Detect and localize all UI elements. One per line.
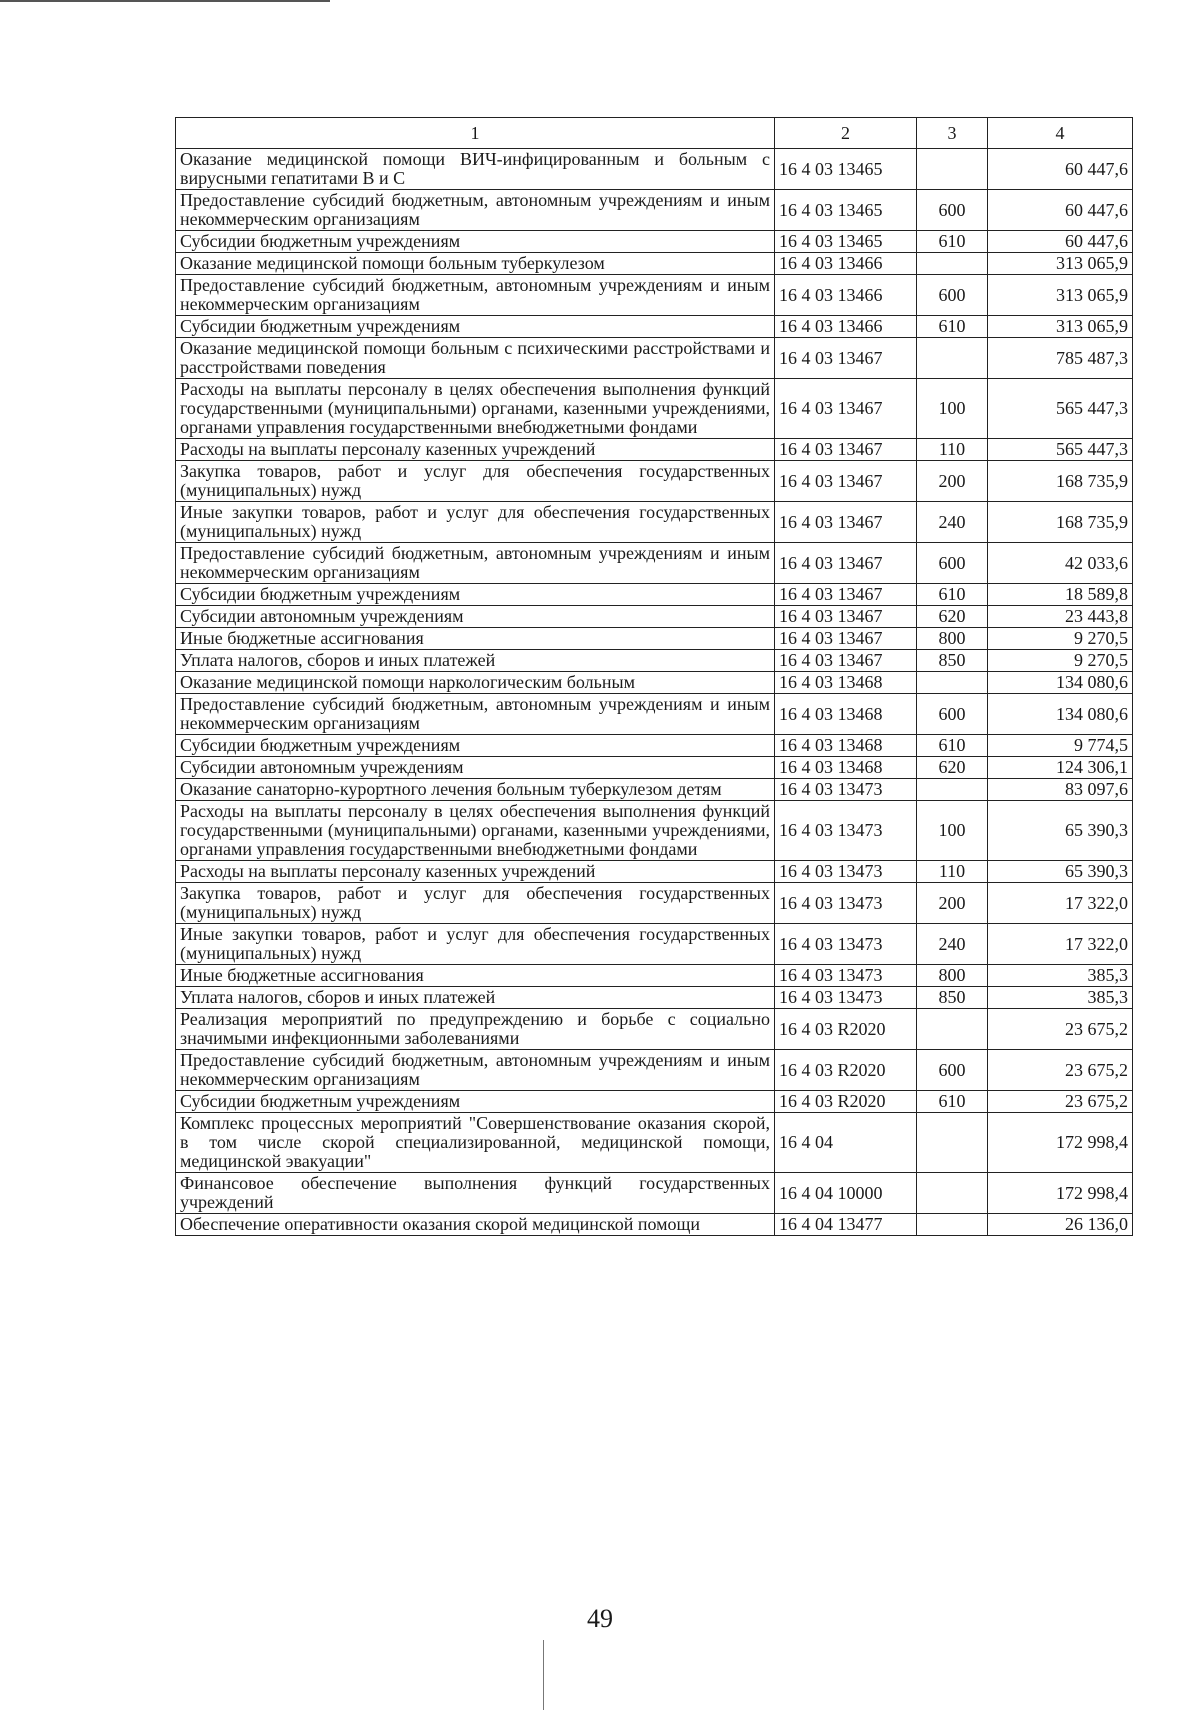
row-expense-type xyxy=(917,779,988,801)
row-name: Расходы на выплаты персоналу казенных учреждений xyxy=(176,439,775,461)
row-code: 16 4 03 13468 xyxy=(775,672,917,694)
row-code: 16 4 04 xyxy=(775,1113,917,1173)
row-sum: 9 270,5 xyxy=(988,628,1133,650)
table-row xyxy=(176,672,1133,694)
row-expense-type: 240 xyxy=(917,924,988,965)
table-row xyxy=(176,650,1133,672)
row-code: 16 4 03 13466 xyxy=(775,253,917,275)
header-col-4: 4 xyxy=(988,118,1133,149)
row-sum: 60 447,6 xyxy=(988,190,1133,231)
row-code: 16 4 03 R2020 xyxy=(775,1009,917,1050)
row-sum: 313 065,9 xyxy=(988,253,1133,275)
row-code: 16 4 03 R2020 xyxy=(775,1091,917,1113)
row-code: 16 4 03 13467 xyxy=(775,502,917,543)
row-name: Расходы на выплаты персоналу в целях обеспечения выполнения функций государственными (муниципальными) органами, казенными учреждениями, органами управления государственными внебюджетными фондами xyxy=(176,379,775,439)
row-code: 16 4 03 13468 xyxy=(775,757,917,779)
row-name: Обеспечение оперативности оказания скорой медицинской помощи xyxy=(176,1214,775,1236)
table-row xyxy=(176,149,1133,190)
row-expense-type: 620 xyxy=(917,757,988,779)
row-expense-type: 800 xyxy=(917,628,988,650)
row-name: Комплекс процессных мероприятий "Совершенствование оказания скорой, в том числе скорой специализированной, медицинской помощи, медицинской эвакуации" xyxy=(176,1113,775,1173)
row-name: Предоставление субсидий бюджетным, автономным учреждениям и иным некоммерческим организациям xyxy=(176,1050,775,1091)
row-expense-type: 610 xyxy=(917,231,988,253)
row-expense-type xyxy=(917,149,988,190)
row-expense-type xyxy=(917,338,988,379)
row-code: 16 4 03 R2020 xyxy=(775,1050,917,1091)
header-row xyxy=(176,118,1133,149)
row-code: 16 4 03 13466 xyxy=(775,316,917,338)
row-expense-type: 110 xyxy=(917,439,988,461)
row-expense-type: 600 xyxy=(917,275,988,316)
row-expense-type xyxy=(917,1113,988,1173)
row-name: Предоставление субсидий бюджетным, автономным учреждениям и иным некоммерческим организациям xyxy=(176,694,775,735)
row-code: 16 4 03 13467 xyxy=(775,606,917,628)
row-expense-type xyxy=(917,672,988,694)
table-row xyxy=(176,543,1133,584)
row-code: 16 4 03 13468 xyxy=(775,694,917,735)
table-row xyxy=(176,502,1133,543)
row-name: Субсидии бюджетным учреждениям xyxy=(176,1091,775,1113)
row-sum: 565 447,3 xyxy=(988,439,1133,461)
row-name: Субсидии автономным учреждениям xyxy=(176,757,775,779)
row-code: 16 4 03 13467 xyxy=(775,338,917,379)
row-sum: 385,3 xyxy=(988,987,1133,1009)
row-expense-type: 600 xyxy=(917,1050,988,1091)
table-row xyxy=(176,735,1133,757)
row-expense-type: 240 xyxy=(917,502,988,543)
row-name: Субсидии бюджетным учреждениям xyxy=(176,735,775,757)
table-row xyxy=(176,379,1133,439)
row-sum: 23 675,2 xyxy=(988,1091,1133,1113)
row-expense-type: 200 xyxy=(917,883,988,924)
row-sum: 168 735,9 xyxy=(988,502,1133,543)
row-code: 16 4 03 13465 xyxy=(775,231,917,253)
row-code: 16 4 03 13467 xyxy=(775,628,917,650)
table-row xyxy=(176,275,1133,316)
row-code: 16 4 04 13477 xyxy=(775,1214,917,1236)
table-row xyxy=(176,924,1133,965)
row-sum: 26 136,0 xyxy=(988,1214,1133,1236)
row-code: 16 4 03 13467 xyxy=(775,379,917,439)
row-code: 16 4 03 13473 xyxy=(775,801,917,861)
budget-table xyxy=(175,117,1133,1236)
row-name: Оказание медицинской помощи больным с психическими расстройствами и расстройствами поведения xyxy=(176,338,775,379)
row-expense-type: 610 xyxy=(917,316,988,338)
row-sum: 83 097,6 xyxy=(988,779,1133,801)
table-row xyxy=(176,757,1133,779)
row-expense-type: 100 xyxy=(917,801,988,861)
header-col-2: 2 xyxy=(775,118,917,149)
table-row xyxy=(176,883,1133,924)
row-expense-type: 610 xyxy=(917,584,988,606)
row-code: 16 4 03 13466 xyxy=(775,275,917,316)
header-col-1: 1 xyxy=(176,118,775,149)
row-name: Субсидии бюджетным учреждениям xyxy=(176,231,775,253)
row-expense-type: 800 xyxy=(917,965,988,987)
row-sum: 565 447,3 xyxy=(988,379,1133,439)
row-code: 16 4 03 13473 xyxy=(775,965,917,987)
row-expense-type: 850 xyxy=(917,987,988,1009)
table-row xyxy=(176,861,1133,883)
row-expense-type: 600 xyxy=(917,694,988,735)
table-row xyxy=(176,628,1133,650)
row-name: Субсидии бюджетным учреждениям xyxy=(176,316,775,338)
row-name: Реализация мероприятий по предупреждению и борьбе с социально значимыми инфекционными заболеваниями xyxy=(176,1009,775,1050)
table-row xyxy=(176,190,1133,231)
row-code: 16 4 03 13473 xyxy=(775,779,917,801)
row-sum: 17 322,0 xyxy=(988,883,1133,924)
table-row xyxy=(176,1173,1133,1214)
row-name: Финансовое обеспечение выполнения функций государственных учреждений xyxy=(176,1173,775,1214)
table-row xyxy=(176,439,1133,461)
row-sum: 313 065,9 xyxy=(988,316,1133,338)
row-name: Предоставление субсидий бюджетным, автономным учреждениям и иным некоммерческим организациям xyxy=(176,190,775,231)
row-name: Иные бюджетные ассигнования xyxy=(176,965,775,987)
row-code: 16 4 03 13467 xyxy=(775,461,917,502)
row-code: 16 4 03 13465 xyxy=(775,149,917,190)
table-body xyxy=(176,149,1133,1236)
row-name: Оказание медицинской помощи ВИЧ-инфицированным и больным с вирусными гепатитами В и С xyxy=(176,149,775,190)
row-expense-type xyxy=(917,1173,988,1214)
row-code: 16 4 03 13473 xyxy=(775,883,917,924)
header-col-3: 3 xyxy=(917,118,988,149)
row-sum: 172 998,4 xyxy=(988,1173,1133,1214)
row-expense-type: 200 xyxy=(917,461,988,502)
row-sum: 23 675,2 xyxy=(988,1050,1133,1091)
row-expense-type: 600 xyxy=(917,543,988,584)
table-row xyxy=(176,461,1133,502)
row-sum: 9 270,5 xyxy=(988,650,1133,672)
row-code: 16 4 03 13473 xyxy=(775,924,917,965)
table-row xyxy=(176,694,1133,735)
row-name: Субсидии бюджетным учреждениям xyxy=(176,584,775,606)
row-sum: 385,3 xyxy=(988,965,1133,987)
row-expense-type: 620 xyxy=(917,606,988,628)
row-expense-type xyxy=(917,1214,988,1236)
row-code: 16 4 03 13467 xyxy=(775,650,917,672)
table-row xyxy=(176,316,1133,338)
table-row xyxy=(176,965,1133,987)
row-sum: 65 390,3 xyxy=(988,861,1133,883)
table-row xyxy=(176,1050,1133,1091)
row-name: Оказание медицинской помощи наркологическим больным xyxy=(176,672,775,694)
table-row xyxy=(176,1091,1133,1113)
row-expense-type: 110 xyxy=(917,861,988,883)
row-sum: 18 589,8 xyxy=(988,584,1133,606)
scan-fold-line xyxy=(543,1640,544,1710)
row-expense-type: 850 xyxy=(917,650,988,672)
row-sum: 17 322,0 xyxy=(988,924,1133,965)
row-sum: 9 774,5 xyxy=(988,735,1133,757)
row-sum: 23 675,2 xyxy=(988,1009,1133,1050)
scan-top-line xyxy=(0,0,330,2)
table-row xyxy=(176,1214,1133,1236)
row-name: Предоставление субсидий бюджетным, автономным учреждениям и иным некоммерческим организациям xyxy=(176,275,775,316)
row-code: 16 4 03 13468 xyxy=(775,735,917,757)
table-row xyxy=(176,779,1133,801)
row-code: 16 4 03 13467 xyxy=(775,543,917,584)
row-code: 16 4 03 13473 xyxy=(775,987,917,1009)
row-name: Оказание медицинской помощи больным туберкулезом xyxy=(176,253,775,275)
row-expense-type: 610 xyxy=(917,735,988,757)
table-row xyxy=(176,584,1133,606)
table-row xyxy=(176,987,1133,1009)
row-name: Иные закупки товаров, работ и услуг для обеспечения государственных (муниципальных) нужд xyxy=(176,502,775,543)
table-row xyxy=(176,1009,1133,1050)
row-name: Предоставление субсидий бюджетным, автономным учреждениям и иным некоммерческим организациям xyxy=(176,543,775,584)
row-code: 16 4 03 13467 xyxy=(775,584,917,606)
row-sum: 124 306,1 xyxy=(988,757,1133,779)
row-sum: 60 447,6 xyxy=(988,231,1133,253)
row-name: Иные закупки товаров, работ и услуг для обеспечения государственных (муниципальных) нужд xyxy=(176,924,775,965)
row-expense-type xyxy=(917,253,988,275)
row-expense-type: 610 xyxy=(917,1091,988,1113)
row-name: Оказание санаторно-курортного лечения больным туберкулезом детям xyxy=(176,779,775,801)
row-sum: 42 033,6 xyxy=(988,543,1133,584)
row-name: Закупка товаров, работ и услуг для обеспечения государственных (муниципальных) нужд xyxy=(176,461,775,502)
row-name: Расходы на выплаты персоналу в целях обеспечения выполнения функций государственными (муниципальными) органами, казенными учреждениями, органами управления государственными внебюджетными фондами xyxy=(176,801,775,861)
row-code: 16 4 04 10000 xyxy=(775,1173,917,1214)
row-name: Уплата налогов, сборов и иных платежей xyxy=(176,987,775,1009)
table-row xyxy=(176,1113,1133,1173)
row-sum: 65 390,3 xyxy=(988,801,1133,861)
row-sum: 313 065,9 xyxy=(988,275,1133,316)
row-expense-type: 100 xyxy=(917,379,988,439)
row-code: 16 4 03 13473 xyxy=(775,861,917,883)
row-name: Расходы на выплаты персоналу казенных учреждений xyxy=(176,861,775,883)
row-sum: 785 487,3 xyxy=(988,338,1133,379)
row-sum: 23 443,8 xyxy=(988,606,1133,628)
table-row xyxy=(176,801,1133,861)
row-expense-type: 600 xyxy=(917,190,988,231)
page-number: 49 xyxy=(587,1604,613,1633)
row-name: Субсидии автономным учреждениям xyxy=(176,606,775,628)
row-sum: 172 998,4 xyxy=(988,1113,1133,1173)
row-code: 16 4 03 13465 xyxy=(775,190,917,231)
table-row xyxy=(176,606,1133,628)
row-sum: 168 735,9 xyxy=(988,461,1133,502)
row-code: 16 4 03 13467 xyxy=(775,439,917,461)
table-row xyxy=(176,231,1133,253)
table-row xyxy=(176,338,1133,379)
row-name: Уплата налогов, сборов и иных платежей xyxy=(176,650,775,672)
table-row xyxy=(176,253,1133,275)
row-sum: 134 080,6 xyxy=(988,694,1133,735)
row-name: Закупка товаров, работ и услуг для обеспечения государственных (муниципальных) нужд xyxy=(176,883,775,924)
row-name: Иные бюджетные ассигнования xyxy=(176,628,775,650)
row-sum: 60 447,6 xyxy=(988,149,1133,190)
row-expense-type xyxy=(917,1009,988,1050)
row-sum: 134 080,6 xyxy=(988,672,1133,694)
